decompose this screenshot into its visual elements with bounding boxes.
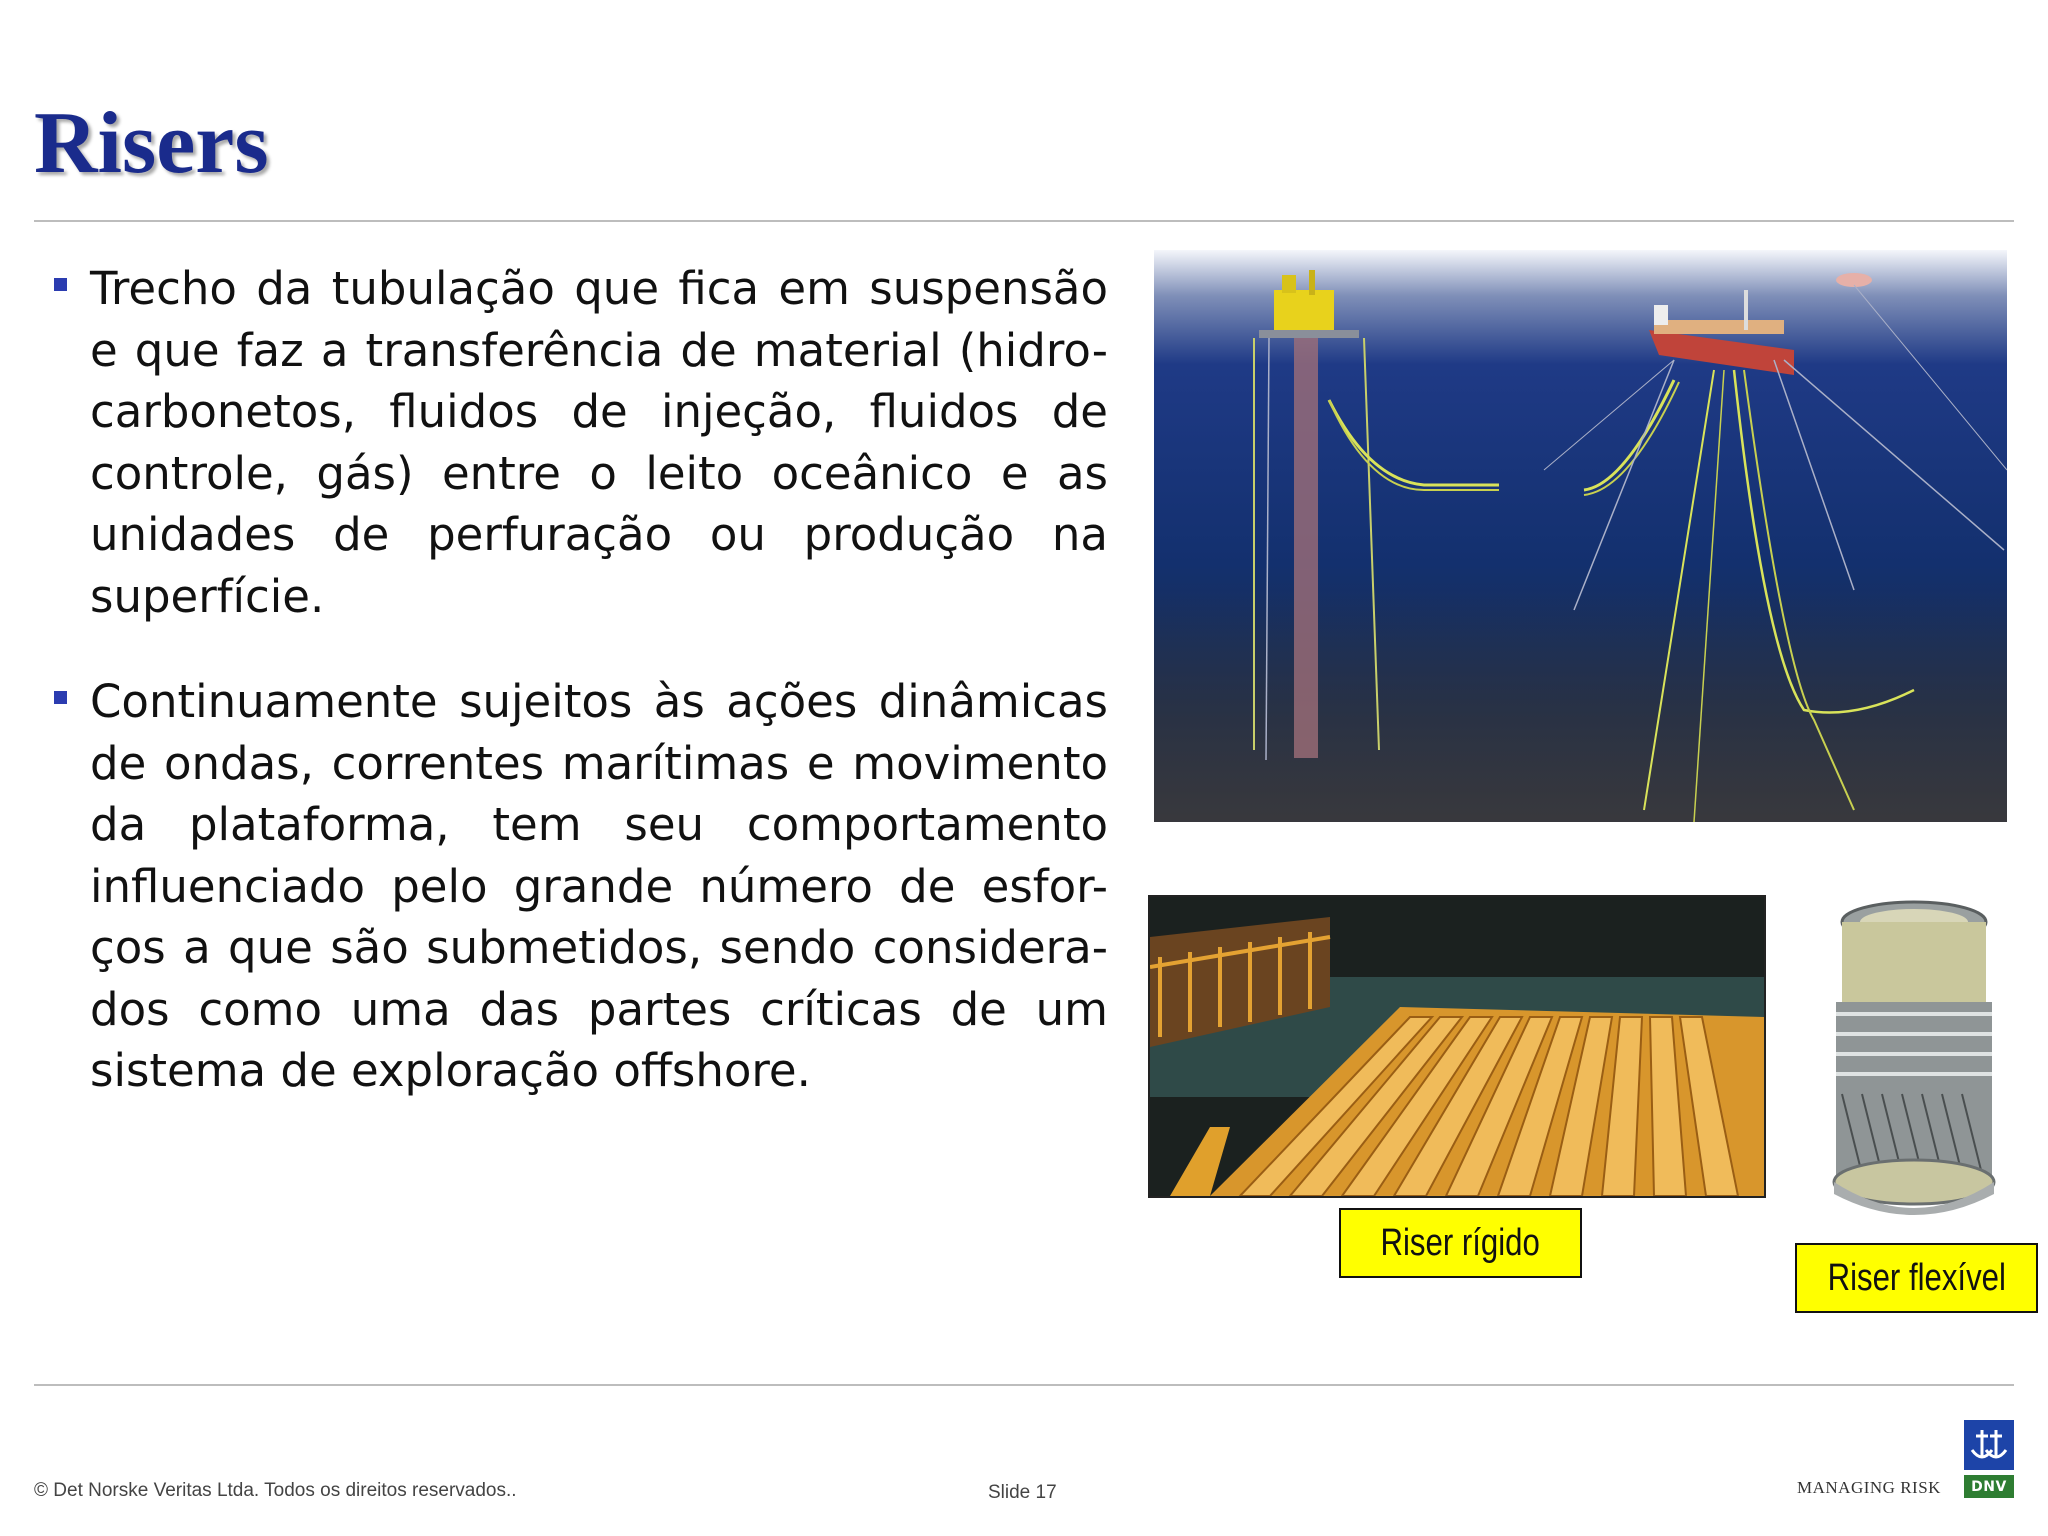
anchor-emblem-icon	[1964, 1420, 2014, 1470]
dnv-logo-text: DNV	[1964, 1475, 2014, 1498]
bullet-list	[48, 258, 1108, 1146]
title-divider	[34, 220, 2014, 222]
bullet-text: Continuamente sujeitos às ações dinâmicas de ondas, correntes marítimas e movimento da plataforma, tem seu comportamento influenciado pelo grande número de esfor-ços a que são submetidos, sendo considera-dos como uma das partes críticas de um sistema de exploração offshore.	[90, 675, 1108, 1097]
bullet-text: Trecho da tubulação que fica em suspensão e que faz a transferência de material (hidro-carbonetos, fluidos de injeção, fluidos de controle, gás) entre o leito oceânico e as unidades de perfuração ou produção na superfície.	[90, 262, 1108, 623]
rigid-riser-caption	[1339, 1208, 1582, 1278]
footer-divider	[34, 1384, 2014, 1386]
square-bullet-icon	[54, 691, 67, 704]
dnv-logo	[1964, 1420, 2014, 1502]
copyright-notice: © Det Norske Veritas Ltda. Todos os direitos reservados..	[34, 1480, 517, 1501]
slide-title: Risers	[34, 95, 269, 192]
rigid-riser-caption-text: Riser rígido	[1380, 1221, 1541, 1264]
flexible-riser-caption-text: Riser flexível	[1827, 1256, 2006, 1299]
managing-risk-tagline: MANAGING RISK	[1797, 1478, 1941, 1497]
bullet-item	[48, 258, 1108, 627]
slide-number: Slide 17	[988, 1482, 1057, 1503]
square-bullet-icon	[54, 278, 67, 291]
rigid-riser-photo	[1148, 895, 1766, 1198]
bullet-item	[48, 671, 1108, 1102]
flexible-riser-photo	[1822, 894, 2006, 1236]
offshore-risers-illustration	[1154, 250, 2007, 822]
flexible-riser-caption	[1795, 1243, 2038, 1313]
